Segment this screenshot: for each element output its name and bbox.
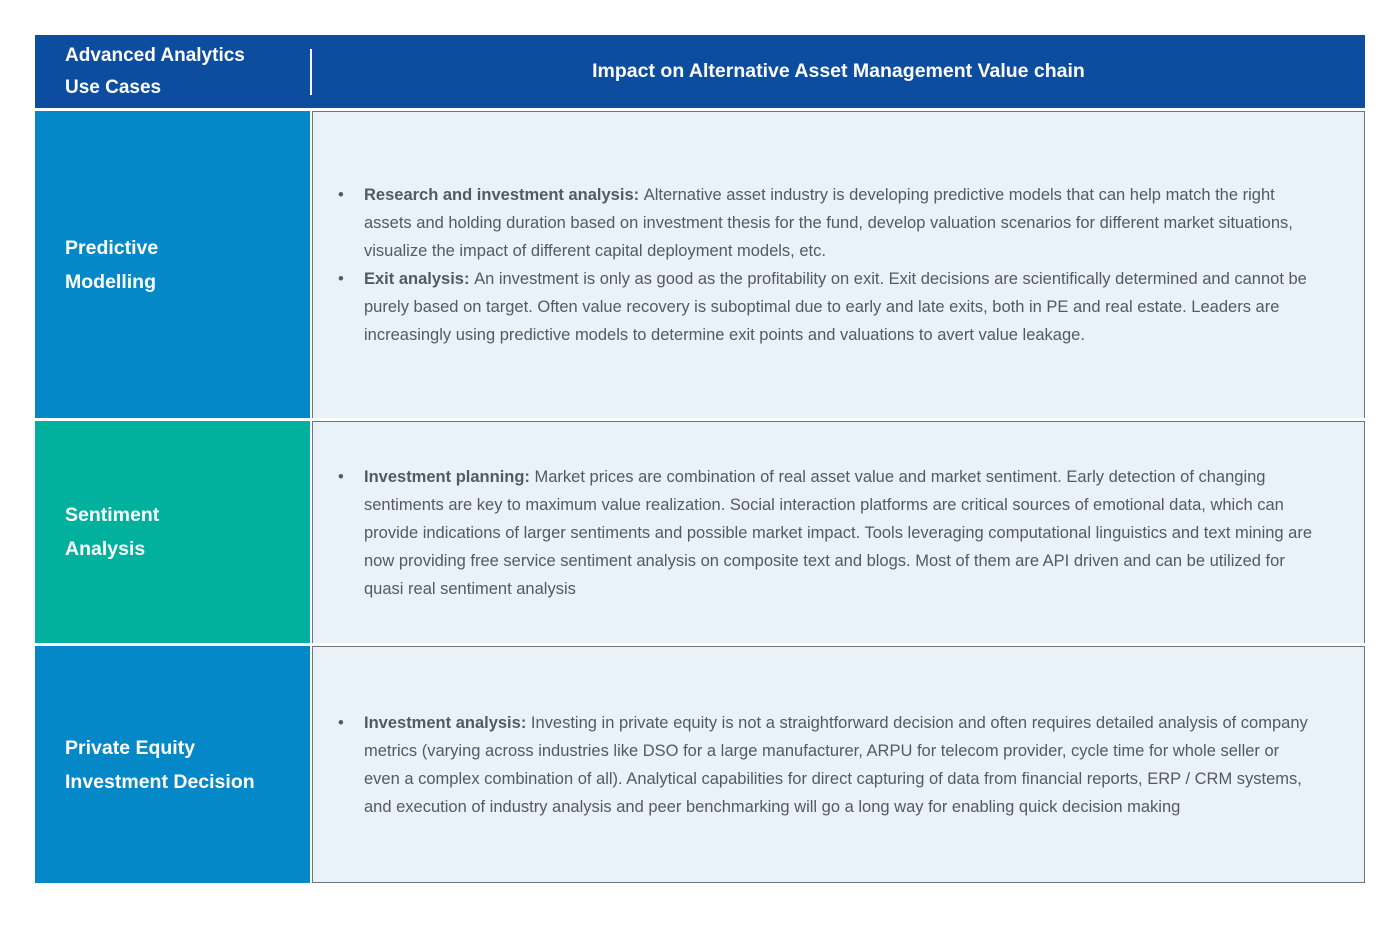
row-label-line: Predictive	[65, 236, 159, 259]
row-content-cell	[312, 646, 1365, 883]
row-label-line: Sentiment	[65, 504, 160, 526]
bullet-list	[335, 181, 1316, 349]
bullet-item	[335, 463, 1316, 603]
row-label-line: Private Equity	[65, 736, 196, 759]
header-left-title-line2: Use Cases	[65, 76, 162, 98]
header-left-title-line1: Advanced Analytics	[65, 44, 245, 66]
bullet-marker: •	[338, 467, 344, 486]
bullet-text: Investment planning: Market prices are combination of real asset value and market sentiment. Early detection of changing sentiments are key to maximum value realization. Social interaction platforms are critical sources of emotional data, which can provide indications of larger sentiments and possible market impact. Tools leveraging computational linguistics and text mining are now providing free service sentiment analysis on composite text and blogs. Most of them are API driven and can be utilized for quasi real sentiment analysis	[364, 467, 1313, 598]
row-label-cell	[35, 421, 310, 643]
bullet-marker: •	[338, 713, 344, 732]
row-label-line: Modelling	[65, 270, 156, 293]
row-label-cell	[35, 111, 310, 418]
bullet-text: Exit analysis: An investment is only as good as the profitability on exit. Exit decisions are scientifically determined and cannot be purely based on target. Often value recovery is suboptimal due to early and late exits, both in PE and real estate. Leaders are increasingly using predictive models to determine exit points and valuations to avert value leakage.	[364, 270, 1307, 344]
row-label-line: Investment Decision	[65, 770, 255, 793]
table-body	[35, 111, 1365, 883]
bullet-list	[335, 463, 1316, 603]
header-right-title: Impact on Alternative Asset Management Value chain	[592, 60, 1085, 82]
bullet-lead: Research and investment analysis:	[364, 186, 644, 204]
bullet-lead: Exit analysis:	[364, 270, 475, 288]
bullet-text: Investment analysis: Investing in private equity is not a straightforward decision and often requires detailed analysis of company metrics (varying across industries like DSO for a large manufacturer, ARPU for telecom provider, cycle time for whole seller or even a complex combination of all). Analytical capabilities for direct capturing of data from financial reports, ERP / CRM systems, and execution of industry analysis and peer benchmarking will go a long way for enabling quick decision making	[364, 713, 1308, 816]
bullet-list	[335, 709, 1316, 821]
row-label-line: Analysis	[65, 538, 146, 560]
bullet-marker: •	[338, 270, 344, 288]
header-column-divider	[310, 49, 312, 95]
bullet-item	[335, 181, 1316, 265]
bullet-marker: •	[338, 186, 344, 204]
row-content-cell	[312, 421, 1365, 643]
bullet-text: Research and investment analysis: Alternative asset industry is developing predictive models that can help match the right assets and holding duration based on investment thesis for the fund, develop valuation scenarios for different market situations, visualize the impact of different capital deployment models, etc.	[364, 186, 1293, 260]
bullet-item	[335, 709, 1316, 821]
analytics-use-cases-table	[35, 35, 1365, 883]
table-header-row	[35, 35, 1365, 108]
row-content-cell	[312, 111, 1365, 418]
header-left-title	[35, 35, 312, 108]
bullet-item	[335, 265, 1316, 349]
bullet-lead: Investment planning:	[364, 467, 535, 486]
bullet-lead: Investment analysis:	[364, 713, 531, 732]
row-label-cell	[35, 646, 310, 883]
